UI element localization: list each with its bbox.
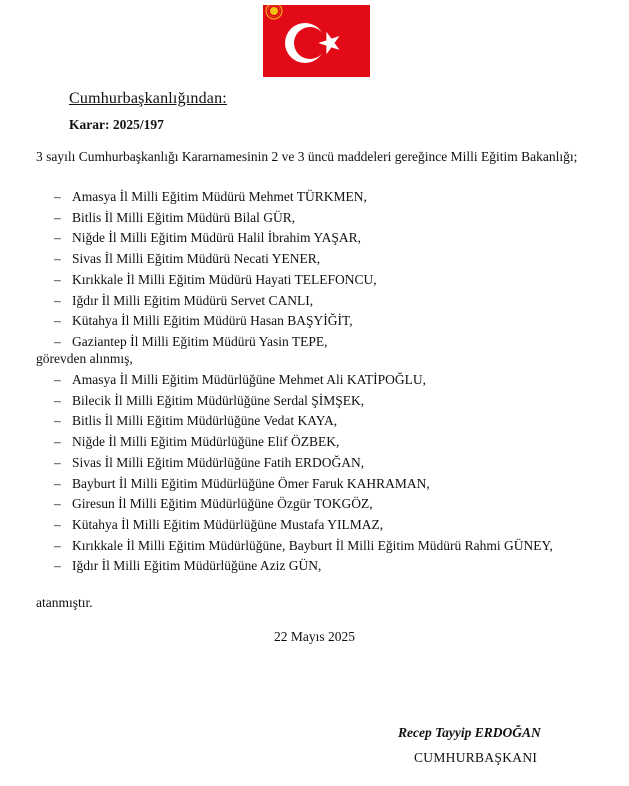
appointed-list [36,370,598,577]
signer-title: CUMHURBAŞKANI [414,750,538,765]
list-item [36,494,598,515]
list-item-text: Amasya İl Milli Eğitim Müdürü Mehmet TÜRKMEN, [72,189,367,204]
list-item-text: Bitlis İl Milli Eğitim Müdürlüğüne Vedat KAYA, [72,413,338,429]
list-item [36,515,598,536]
list-item-text: Amasya İl Milli Eğitim Müdürlüğüne Mehmet Ali KATİPOĞLU, [72,372,426,387]
issuer-heading: Cumhurbaşkanlığından: [69,90,227,107]
dash-marker: – [54,271,61,287]
decision-number: Karar: 2025/197 [69,117,164,132]
list-item [36,370,598,391]
list-item [36,411,598,432]
signer-name: Recep Tayyip ERDOĞAN [398,725,541,740]
dash-marker: – [54,292,61,308]
list-item [36,291,598,312]
list-item [36,556,598,577]
list-item [36,311,598,332]
dash-marker: – [54,392,61,408]
list-item-text: Giresun İl Milli Eğitim Müdürlüğüne Özgür TOKGÖZ, [72,496,373,512]
dash-marker: – [54,251,61,267]
dash-marker: – [54,189,61,204]
closing-text: atanmıştır. [36,595,93,610]
list-item-text: Niğde İl Milli Eğitim Müdürlüğüne Elif ÖZBEK, [72,434,340,450]
list-item [36,249,598,270]
list-item-text: Kütahya İl Milli Eğitim Müdürü Hasan BAŞYİĞİT, [72,313,353,329]
dash-marker: – [54,333,61,349]
list-item [36,432,598,453]
list-item-text: Iğdır İl Milli Eğitim Müdürlüğüne Aziz GÜN, [72,558,322,574]
dash-marker: – [54,496,61,512]
list-item-text: Bilecik İl Milli Eğitim Müdürlüğüne Serdal ŞİMŞEK, [72,392,365,408]
dash-marker: – [54,413,61,429]
list-item [36,536,598,557]
interim-text: görevden alınmış, [36,351,133,366]
list-item [36,187,598,208]
list-item-text: Kırıkkale İl Milli Eğitim Müdürü Hayati TELEFONCU, [72,271,377,287]
list-item [36,474,598,495]
dash-marker: – [54,230,61,246]
list-item-text: Kırıkkale İl Milli Eğitim Müdürlüğüne, Bayburt İl Milli Eğitim Müdürü Rahmi GÜNEY, [72,537,553,553]
dash-marker: – [54,313,61,329]
list-item [36,228,598,249]
removed-list [36,187,598,353]
flag-graphic [263,5,370,77]
list-item [36,332,598,353]
list-item-text: Bitlis İl Milli Eğitim Müdürü Bilal GÜR, [72,209,296,225]
turkish-flag-emblem [263,5,370,77]
list-item-text: Sivas İl Milli Eğitim Müdürlüğüne Fatih ERDOĞAN, [72,454,365,470]
list-item-text: Niğde İl Milli Eğitim Müdürü Halil İbrahim YAŞAR, [72,230,361,246]
dash-marker: – [54,454,61,470]
dash-marker: – [54,516,61,532]
dash-marker: – [54,209,61,225]
dash-marker: – [54,372,61,387]
decision-date: 22 Mayıs 2025 [274,629,355,644]
dash-marker: – [54,434,61,450]
list-item-text: Kütahya İl Milli Eğitim Müdürlüğüne Mustafa YILMAZ, [72,516,384,532]
list-item [36,208,598,229]
list-item [36,270,598,291]
list-item-text: Bayburt İl Milli Eğitim Müdürlüğüne Ömer Faruk KAHRAMAN, [72,475,430,491]
list-item [36,391,598,412]
list-item-text: Gaziantep İl Milli Eğitim Müdürü Yasin TEPE, [72,333,328,349]
dash-marker: – [54,537,61,553]
intro-paragraph: 3 sayılı Cumhurbaşkanlığı Kararnamesinin 2 ve 3 üncü maddeleri gereğince Milli Eğitim Bakanlığı; [36,149,578,164]
list-item [36,453,598,474]
dash-marker: – [54,475,61,491]
list-item-text: Iğdır İl Milli Eğitim Müdürü Servet CANLI, [72,292,314,308]
list-item-text: Sivas İl Milli Eğitim Müdürü Necati YENER, [72,251,321,267]
dash-marker: – [54,558,61,574]
